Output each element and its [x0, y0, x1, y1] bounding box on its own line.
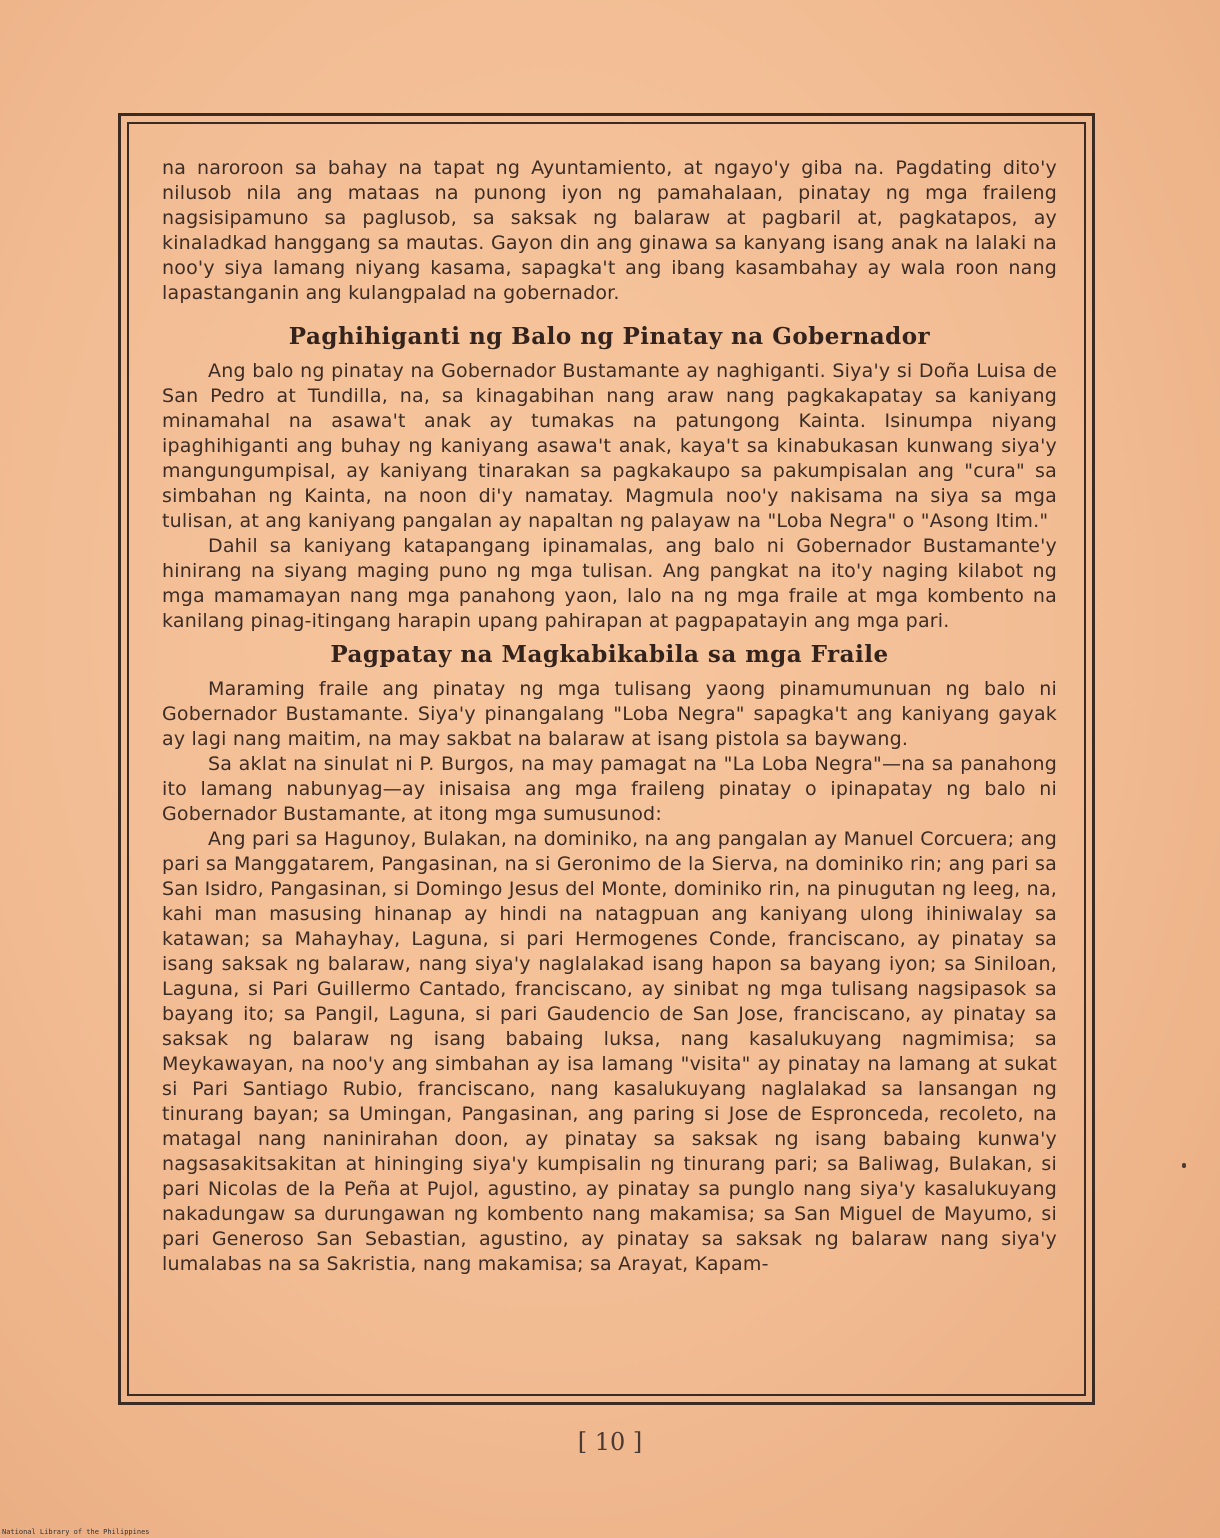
page-body: [162, 156, 1057, 1277]
page-number: [ 10 ]: [577, 1428, 643, 1456]
section-heading: Paghihiganti ng Balo ng Pinatay na Gobernador: [288, 323, 931, 350]
ink-speck: [1182, 1163, 1186, 1168]
section-heading: Pagpatay na Magkabikabila sa mga Fraile: [330, 641, 889, 668]
paragraph: Sa aklat na sinulat ni P. Burgos, na may pamagat na "La Loba Negra"—na sa panahong ito lamang nabunyag—ay inisaisa ang mga fraileng pinatay o ipinapatay ng balo ni Gobernador Bustamante, at itong mga sumusunod:: [162, 753, 1057, 825]
paragraph: Ang balo ng pinatay na Gobernador Bustamante ay naghiganti. Siya'y si Doña Luisa de San Pedro at Tundilla, na, sa kinagabihan nang araw nang pagkakapatay sa kaniyang minamahal na asawa't anak ay tumakas na patungong Kainta. Isinumpa niyang ipaghihiganti ang buhay ng kaniyang asawa't anak, kaya't sa kinabukasan kunwang siya'y mangungumpisal, ay kaniyang tinarakan sa pagkakaupo sa pakumpisalan ang "cura" sa simbahan ng Kainta, na noon di'y namatay. Magmula noo'y nakisama na siya sa mga tulisan, at ang kaniyang pangalan ay napaltan ng palayaw na "Loba Negra" o "Asong Itim.": [162, 360, 1057, 532]
paragraph: Ang pari sa Hagunoy, Bulakan, na dominiko, na ang pangalan ay Manuel Corcuera; ang pari sa Manggatarem, Pangasinan, na si Geronimo de la Sierva, na dominiko rin; ang pari sa San Isidro, Pangasinan, si Domingo Jesus del Monte, dominiko rin, na pinugutan ng leeg, na, kahi man masusing hinanap ay hindi na natagpuan ang kaniyang ulong ihiniwalay sa katawan; sa Mahayhay, Laguna, si pari Hermogenes Conde, franciscano, ay pinatay sa isang saksak ng balaraw, nang siya'y naglalakad isang hapon sa bayang iyon; sa Siniloan, Laguna, si Pari Guillermo Cantado, franciscano, ay sinibat ng mga tulisang nagsipasok sa bayang ito; sa Pangil, Laguna, si pari Gaudencio de San Jose, franciscano, ay pinatay sa saksak ng balaraw ng isang babaing luksa, nang kasalukuyang nagmimisa; sa Meykawayan, na noo'y ang simbahan ay isa lamang "visita" ay pinatay na lamang at sukat si Pari Santiago Rubio, franciscano, nang kasalukuyang naglalakad sa lansangan ng tinurang bayan; sa Umingan, Pangasinan, ang paring si Jose de Espronceda, recoleto, na matagal nang naninirahan doon, ay pinatay sa saksak ng isang babaing kunwa'y nagsasakitsakitan at hininging siya'y kumpisalin ng tinurang pari; sa Baliwag, Bulakan, si pari Nicolas de la Peña at Pujol, agustino, ay pinatay sa punglo nang siya'y kasalukuyang nakadungaw sa durungawan ng kombento nang makamisa; sa San Miguel de Mayumo, si pari Generoso San Sebastian, agustino, ay pinatay sa saksak ng balaraw nang siya'y lumalabas na sa Sakristia, nang makamisa; sa Arayat, Kapam-: [162, 828, 1057, 1275]
paragraph: Maraming fraile ang pinatay ng mga tulisang yaong pinamumunuan ng balo ni Gobernador Bustamante. Siya'y pinangalang "Loba Negra" sapagka't ang kaniyang gayak ay lagi nang maitim, na may sakbat na balaraw at isang pistola sa baywang.: [162, 678, 1057, 750]
footer-credit: National Library of the Philippines: [2, 1528, 150, 1536]
paragraph: Dahil sa kaniyang katapangang ipinamalas, ang balo ni Gobernador Bustamante'y hinirang na siyang maging puno ng mga tulisan. Ang pangkat na ito'y naging kilabot ng mga mamamayan nang mga panahong yaon, lalo na ng mga fraile at mga kombento na kanilang pinag-itingang harapin upang pahirapan at pagpapatayin ang mga pari.: [162, 535, 1057, 632]
paragraph: na naroroon sa bahay na tapat ng Ayuntamiento, at ngayo'y giba na. Pagdating dito'y nilusob nila ang mataas na punong iyon ng pamahalaan, pinatay ng mga fraileng nagsisipamuno sa paglusob, sa saksak ng balaraw at pagbaril at, pagkatapos, ay kinaladkad hanggang sa mautas. Gayon din ang ginawa sa kanyang isang anak na lalaki na noo'y siya lamang niyang kasama, sapagka't ang ibang kasambahay ay wala roon nang lapastanganin ang kulangpalad na gobernador.: [162, 157, 1057, 304]
